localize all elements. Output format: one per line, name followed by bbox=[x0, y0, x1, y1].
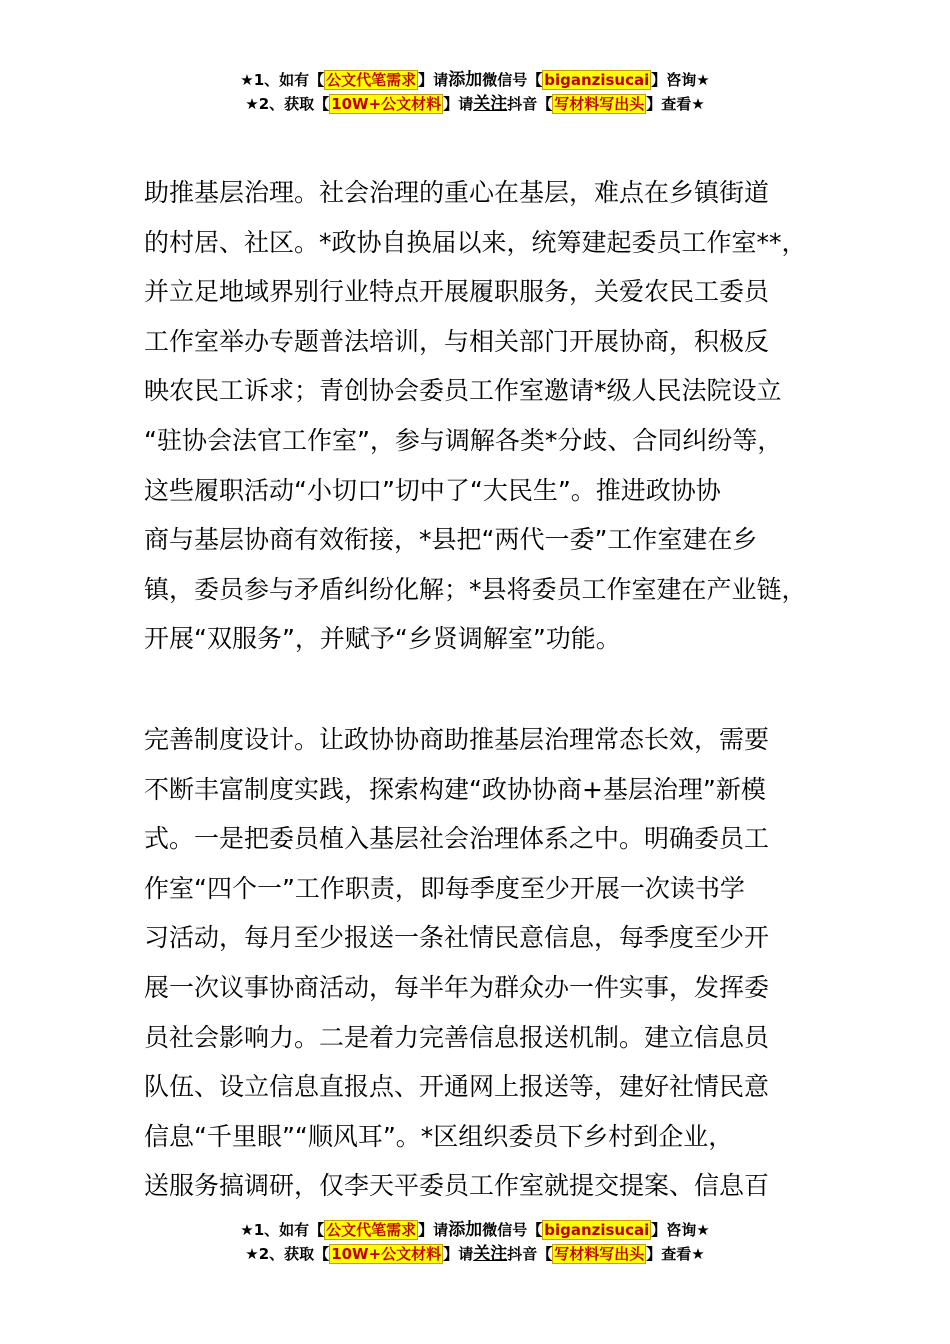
banner-text: ★1、如有【 bbox=[240, 71, 325, 89]
text-line: 映农民工诉求；青创协会委员工作室邀请*级人民法院设立 bbox=[144, 376, 782, 406]
document-body bbox=[144, 168, 834, 1211]
text-line: 信息“千里眼”“顺风耳”。*区组织委员下乡村到企业， bbox=[144, 1121, 734, 1151]
banner-text: 】查看★ bbox=[646, 1245, 705, 1263]
text-line: 的村居、社区。*政协自换届以来，统筹建起委员工作室**， bbox=[144, 227, 807, 257]
text-line: 不断丰富制度实践，探索构建“政协协商+基层治理”新模 bbox=[144, 774, 766, 804]
banner-text: 微信号【 bbox=[482, 71, 543, 89]
banner-text: 】请 bbox=[443, 95, 474, 113]
highlight-materials: 10W+公文材料 bbox=[331, 1245, 442, 1263]
text-line: 开展“双服务”，并赋予“乡贤调解室”功能。 bbox=[144, 624, 621, 654]
banner-text: 抖音【 bbox=[507, 95, 553, 113]
highlight-wechat-id: biganzisucai bbox=[544, 71, 650, 89]
highlight-service: 公文代笔需求 bbox=[326, 71, 417, 89]
text-line: 镇，委员参与矛盾纠纷化解；*县将委员工作室建在产业链， bbox=[144, 574, 807, 604]
banner-text: 】咨询★ bbox=[651, 71, 710, 89]
text-line: 展一次议事协商活动，每半年为群众办一件实事，发挥委 bbox=[144, 972, 770, 1002]
paragraph-system-design bbox=[144, 715, 834, 1211]
highlight-wechat-id: biganzisucai bbox=[544, 1221, 650, 1239]
banner-text: 抖音【 bbox=[507, 1245, 553, 1263]
text-line: 作室“四个一”工作职责，即每季度至少开展一次读书学 bbox=[144, 873, 745, 903]
header-banner bbox=[0, 68, 950, 116]
banner-text: 】查看★ bbox=[646, 95, 705, 113]
highlight-materials: 10W+公文材料 bbox=[331, 95, 442, 113]
text-line: 商与基层协商有效衔接，*县把“两代一委”工作室建在乡 bbox=[144, 525, 758, 555]
text-line: 并立足地域界别行业特点开展履职服务，关爱农民工委员 bbox=[144, 277, 770, 307]
text-line: 工作室举办专题普法培训，与相关部门开展协商，积极反 bbox=[144, 326, 770, 356]
text-line: 完善制度设计。让政协协商助推基层治理常态长效，需要 bbox=[144, 724, 770, 754]
text-line: 这些履职活动“小切口”切中了“大民生”。推进政协协 bbox=[144, 475, 721, 505]
text-line: 送服务搞调研，仅李天平委员工作室就提交提案、信息百 bbox=[144, 1171, 770, 1201]
paragraph-gap bbox=[144, 664, 834, 715]
banner-text: ★2、获取【 bbox=[245, 1245, 330, 1263]
highlight-service: 公文代笔需求 bbox=[326, 1221, 417, 1239]
banner-text: 】咨询★ bbox=[651, 1221, 710, 1239]
banner-line-1 bbox=[0, 68, 950, 92]
banner-line-2 bbox=[0, 1242, 950, 1266]
banner-emphasis: 添加 bbox=[448, 1220, 483, 1240]
text-line: 队伍、设立信息直报点、开通网上报送等，建好社情民意 bbox=[144, 1072, 770, 1102]
banner-text: ★2、获取【 bbox=[245, 95, 330, 113]
banner-text: 】请 bbox=[418, 1221, 449, 1239]
highlight-douyin-account: 写材料写出头 bbox=[554, 95, 645, 113]
banner-emphasis: 关注 bbox=[473, 94, 508, 114]
banner-emphasis: 关注 bbox=[473, 1244, 508, 1264]
banner-emphasis: 添加 bbox=[448, 70, 483, 90]
highlight-douyin-account: 写材料写出头 bbox=[554, 1245, 645, 1263]
banner-text: 】请 bbox=[418, 71, 449, 89]
banner-line-2 bbox=[0, 92, 950, 116]
text-line: 员社会影响力。二是着力完善信息报送机制。建立信息员 bbox=[144, 1022, 770, 1052]
text-line: “驻协会法官工作室”，参与调解各类*分歧、合同纠纷等， bbox=[144, 425, 783, 455]
text-line: 助推基层治理。社会治理的重心在基层，难点在乡镇街道 bbox=[144, 178, 770, 207]
paragraph-grassroots-governance bbox=[144, 168, 834, 664]
banner-text: 】请 bbox=[443, 1245, 474, 1263]
banner-text: 微信号【 bbox=[482, 1221, 543, 1239]
banner-text: ★1、如有【 bbox=[240, 1221, 325, 1239]
text-line: 式。一是把委员植入基层社会治理体系之中。明确委员工 bbox=[144, 824, 770, 854]
banner-line-1 bbox=[0, 1218, 950, 1242]
footer-banner bbox=[0, 1218, 950, 1266]
text-line: 习活动，每月至少报送一条社情民意信息，每季度至少开 bbox=[144, 923, 770, 953]
